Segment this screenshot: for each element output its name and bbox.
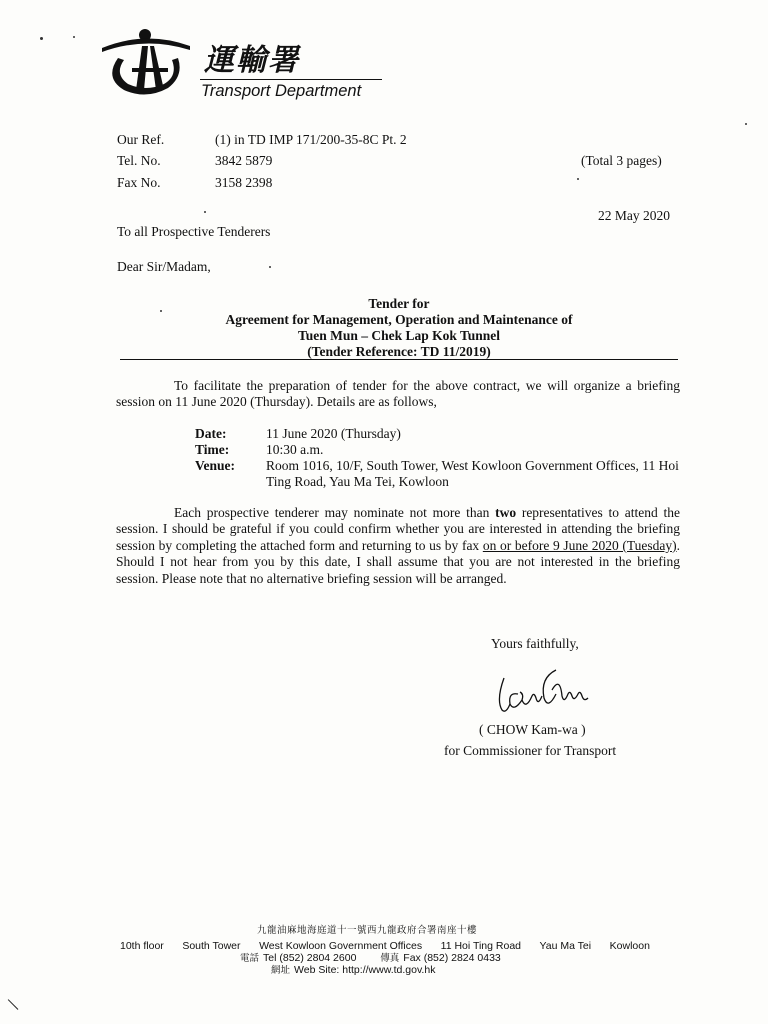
paragraph-text: representatives to attend the session. I should be grateful if you could confirm whether you are interested in attending the briefing session by completing the attached form and returning to us by fax (116, 505, 680, 553)
handwritten-signature (490, 660, 590, 718)
body-paragraph-2 (116, 505, 680, 587)
closing: Yours faithfully, (491, 636, 579, 651)
detail-row-venue (195, 458, 679, 490)
tel-label: Tel. No. (117, 153, 161, 168)
detail-value: 11 June 2020 (Thursday) (266, 426, 401, 441)
web-label-chinese: 網址 (271, 965, 291, 976)
detail-value: 10:30 a.m. (266, 442, 324, 457)
total-pages: (Total 3 pages) (581, 153, 662, 168)
fax-label-chinese: 傳真 (380, 953, 400, 964)
paragraph-text: . Should I not hear from you by this date, I shall assume that you are not interested in the briefing session. Please note that no alternative briefing session will be arranged. (116, 537, 680, 586)
footer-website (271, 964, 435, 977)
salutation: Dear Sir/Madam, (117, 259, 211, 274)
paragraph-text: To facilitate the preparation of tender for the above contract, we will organize a briefing session on 11 June 2020 (Thursday). Details are as follows, (116, 378, 680, 410)
body-paragraph-1 (116, 378, 680, 411)
tel-value: 3842 5879 (215, 153, 273, 168)
fax-value: 3158 2398 (215, 175, 273, 190)
subject-line: Agreement for Management, Operation and Maintenance of (225, 312, 573, 327)
scan-speck (204, 211, 206, 213)
footer-address-part: South Tower (182, 940, 241, 952)
org-name-chinese: 運輸署 (204, 43, 300, 78)
deadline-underlined: on or before 9 June 2020 (Tuesday) (482, 537, 677, 553)
paragraph-bold-text: two (495, 505, 517, 520)
footer-fax: Fax (852) 2824 0433 (403, 952, 501, 964)
fax-label: Fax No. (117, 175, 161, 190)
paragraph-text: Each prospective tenderer may nominate not more than (174, 505, 496, 520)
footer-tel: Tel (852) 2804 2600 (263, 952, 357, 964)
detail-label: Date: (195, 426, 227, 441)
letter-date: 22 May 2020 (598, 208, 670, 223)
tel-label-chinese: 電話 (240, 953, 260, 964)
footer-address-chinese: 九龍油麻地海庭道十一號西九龍政府合署南座十樓 (257, 925, 478, 936)
footer-address-part: Kowloon (609, 940, 650, 952)
signer-title: for Commissioner for Transport (444, 743, 617, 758)
footer-address-part: Yau Ma Tei (539, 940, 592, 952)
detail-row-time (195, 442, 615, 458)
subject-line: Tuen Mun – Chek Lap Kok Tunnel (297, 328, 501, 343)
briefing-details (195, 426, 679, 490)
footer-address (120, 940, 650, 952)
scan-speck (745, 123, 747, 125)
addressee: To all Prospective Tenderers (117, 224, 271, 239)
signer-name: ( CHOW Kam-wa ) (479, 722, 586, 737)
subject-line: (Tender Reference: TD 11/2019) (307, 344, 491, 359)
footer-address-part: 11 Hoi Ting Road (440, 940, 521, 952)
detail-row-date (195, 426, 615, 442)
detail-label: Time: (195, 442, 230, 457)
transport-department-logo (98, 24, 194, 96)
subject-line: Tender for (368, 296, 430, 311)
footer-address-part: 10th floor (120, 940, 164, 952)
detail-label: Venue: (195, 458, 236, 473)
detail-value: Room 1016, 10/F, South Tower, West Kowloon Government Offices, 11 Hoi Ting Road, Yau Ma Tei, Kowloon (266, 458, 679, 489)
footer-address-part: West Kowloon Government Offices (259, 940, 423, 952)
subject-underline (120, 359, 678, 360)
website-link[interactable]: Web Site: http://www.td.gov.hk (294, 964, 436, 976)
scan-speck (40, 37, 43, 40)
subject-block (120, 296, 678, 360)
scan-speck (577, 178, 579, 180)
scan-speck (269, 266, 271, 268)
our-ref-value: (1) in TD IMP 171/200-35-8C Pt. 2 (215, 132, 407, 147)
org-name-english: Transport Department (201, 82, 362, 100)
scan-mark (8, 999, 19, 1010)
our-ref-label: Our Ref. (117, 132, 165, 147)
scan-speck (73, 36, 75, 38)
